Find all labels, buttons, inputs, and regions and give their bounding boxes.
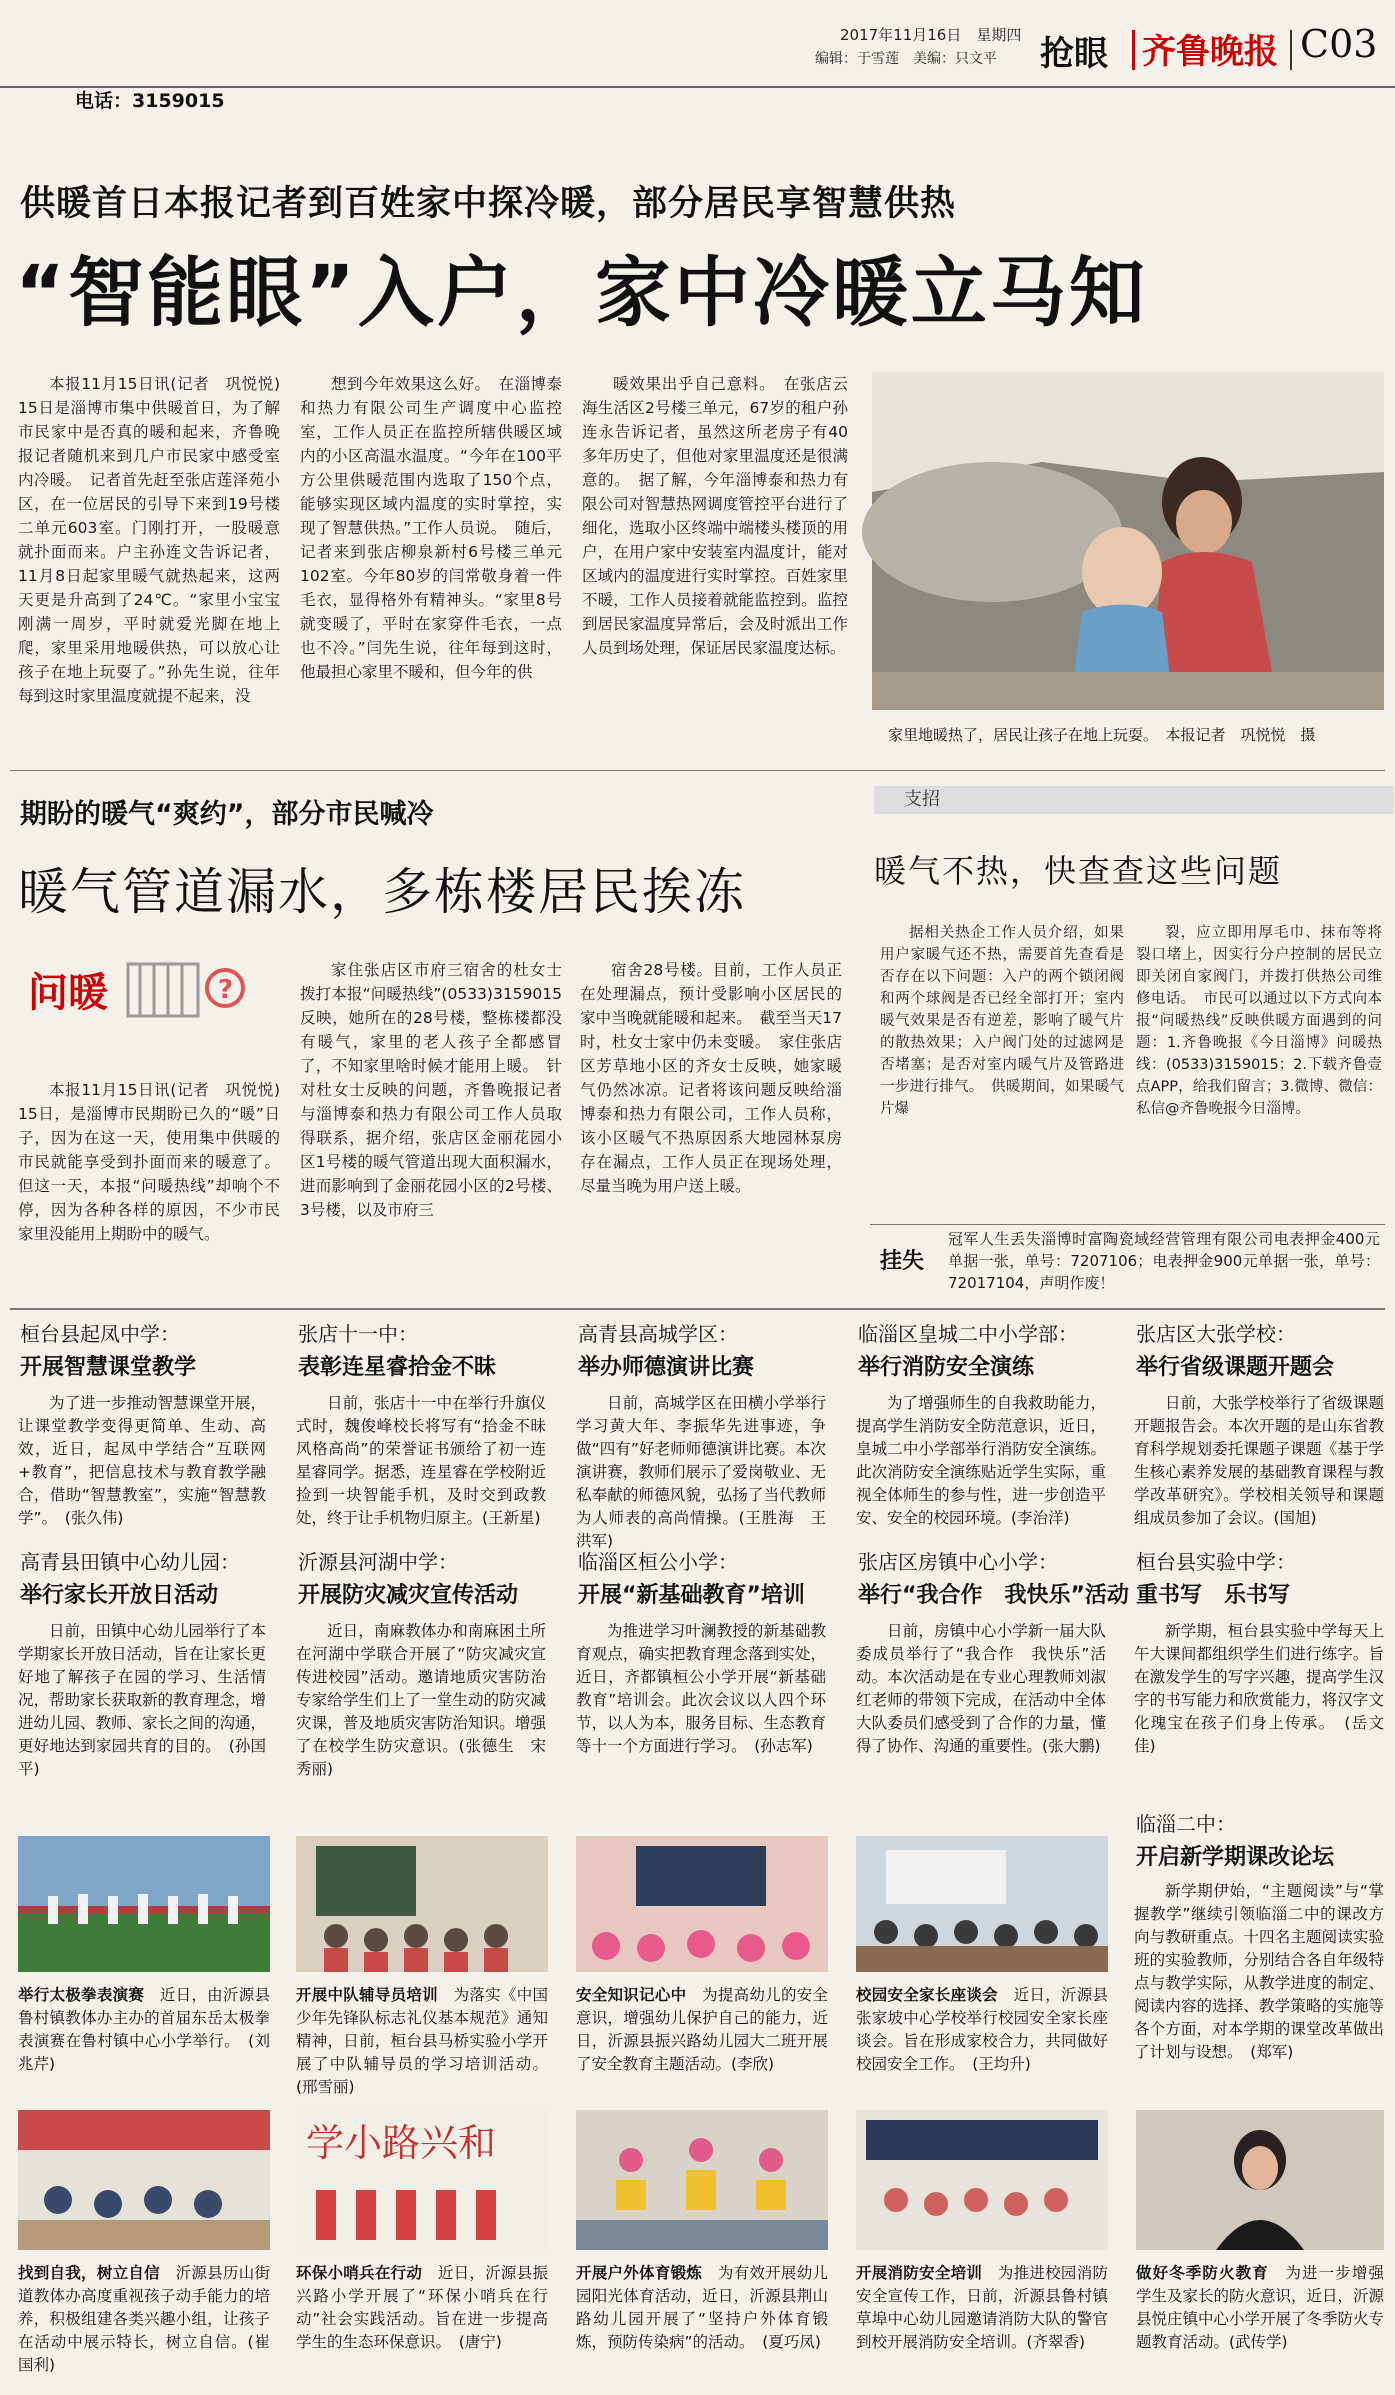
brief-body (1134, 1880, 1384, 2102)
brief-district: 张店区大张学校： (1136, 1322, 1296, 1346)
brief-title: 举行省级课题开题会 (1136, 1355, 1335, 1380)
story2-text: 宿舍28号楼。目前，工作人员正在处理漏点，预计受影响小区居民的家中当晚就能暖和起来。 截至当天17时，杜女士家中仍未变暖。 家住张店区芳草地小区的齐女士反映，她家暖气仍然冰凉。记者将该问题反映给淄博泰和热力有限公司，工作人员称，该小区暖气不热原因系大地园林泵房存在漏点，工作人员正在现场处理，尽量当晚为用户送上暖。 (580, 961, 842, 1195)
photo-caption-title: 找到自我，树立自信 (18, 2264, 160, 2282)
notice-divider (870, 1224, 1385, 1225)
masthead-divider (1132, 30, 1135, 70)
photo-caption (18, 1984, 270, 2094)
brief-title: 开展“新基础教育”培训 (578, 1583, 805, 1608)
brief-text: 为了增强师生的自我救助能力，提高学生消防安全防范意识，近日，皇城二中小学部举行消防安全演练。此次消防安全演练贴近学生实际，重视全体师生的参与性，进一步创造平安、安全的校园环境。(李治洋) (856, 1394, 1106, 1527)
brief-text: 新学期，桓台县实验中学每天上午大课间都组织学生们进行练字。旨在激发学生的写字兴趣，提高学生汉字的书写能力和欣赏能力，将汉字文化瑰宝在孩子们身上传承。 (岳文佳) (1134, 1622, 1384, 1755)
brief-title: 举行家长开放日活动 (20, 1583, 219, 1608)
brief-body (296, 1620, 546, 1838)
newspaper-logo: 齐鲁晚报 (1142, 32, 1278, 72)
photo-caption-text: 为有效开展幼儿园阳光体育活动，近日，沂源县荆山路幼儿园开展了“坚持户外体育锻炼，预防传染病”的活动。 (夏巧凤) (576, 2264, 828, 2351)
photo-caption-title: 环保小哨兵在行动 (296, 2264, 423, 2282)
brief-district: 临淄二中： (1136, 1812, 1236, 1836)
photo-caption-text: 为落实《中国少年先锋队标志礼仪基本规范》通知精神，日前，桓台县马桥实验小学开展了中队辅导员的学习培训活动。(邢雪丽) (296, 1986, 548, 2096)
brief-district: 桓台县起凤中学： (20, 1322, 180, 1346)
photo-caption (856, 1984, 1108, 2094)
photo-caption-title: 开展消防安全培训 (856, 2264, 983, 2282)
brief-district: 高青县高城学区： (578, 1322, 738, 1346)
brief-body (18, 1620, 266, 1838)
brief-district: 沂源县河湖中学： (298, 1550, 458, 1574)
story2-column-2 (300, 958, 562, 1298)
story1-photo (872, 372, 1384, 710)
story1-column-1 (18, 372, 296, 752)
sidebar-text: 据相关热企工作人员介绍，如果用户家暖气还不热，需要首先查看是否存在以下问题：入户的两个锁闭阀和两个球阀是否已经全部打开；室内暖气效果是否有逆差，影响了暖气片的散热效果；入户阀门处的过滤网是否堵塞；是否对室内暖气片及管路进一步进行排气。 供暖期间，如果暖气片爆 (880, 925, 1124, 1117)
photo-caption (296, 1984, 548, 2094)
brief-body (576, 1620, 826, 1838)
photo-caption (18, 2262, 270, 2386)
photo-caption-title: 举行太极拳表演赛 (18, 1986, 145, 2004)
brief-photo (18, 2110, 270, 2250)
photo-caption (576, 1984, 828, 2094)
brief-text: 为了进一步推动智慧课堂开展，让课堂教学变得更简单、生动、高效，近日，起凤中学结合“互联网+教育”，把信息技术与教育教学融合，借助“智慧教室”，实施“智慧教学”。 (张久伟) (18, 1394, 267, 1527)
brief-title: 开展防灾减灾宣传活动 (298, 1583, 519, 1608)
brief-district: 桓台县实验中学： (1136, 1550, 1296, 1574)
hotline-phone: 电话：3159015 (75, 90, 225, 112)
photo-caption-title: 做好冬季防火教育 (1136, 2264, 1269, 2282)
brief-body (856, 1620, 1106, 1838)
story1-photo-caption: 家里地暖热了，居民让孩子在地上玩耍。 本报记者 巩悦悦 摄 (888, 726, 1316, 744)
photo-caption-text: 近日，由沂源县鲁村镇教体办主办的首届东岳太极拳表演赛在鲁村镇中心小学举行。 (刘兆芹) (18, 1986, 270, 2073)
story2-column-1 (18, 1078, 296, 1298)
story1-subheadline: 供暖首日本报记者到百姓家中探冷暖，部分居民享智慧供热 (20, 184, 957, 224)
section-divider (10, 770, 1385, 771)
notice-text: 冠军人生丢失淄博时富陶瓷域经营管理有限公司电表押金400元单据一张，单号：7207106；电表押金900元单据一张，单号：72017104，声明作废！ (948, 1230, 1380, 1292)
brief-text: 日前，房镇中心小学新一届大队委成员举行了“我合作 我快乐”活动。本次活动是在专业心理教师刘淑红老师的带领下完成，在活动中全体大队委员们感受到了合作的力量，懂得了协作、沟通的重要性。(张大鹏) (856, 1622, 1106, 1755)
photo-caption-text: 近日，沂源县振兴路小学开展了“环保小哨兵在行动”社会实践活动。旨在进一步提高学生的生态环保意识。 (唐宁) (296, 2264, 548, 2351)
brief-body (1134, 1620, 1384, 1800)
section-name: 抢眼 (1040, 34, 1108, 74)
issue-date: 2017年11月16日 星期四 (840, 26, 1022, 44)
briefs-divider (10, 1308, 1385, 1310)
photo-caption-text: 为进一步增强学生及家长的防火意识，近日，沂源县悦庄镇中心小学开展了冬季防火专题教育活动。(武传学) (1136, 2264, 1385, 2351)
svg-text:?: ? (218, 975, 234, 1005)
photo-caption-title: 开展户外体育锻炼 (576, 2264, 703, 2282)
notice-label: 挂失 (880, 1249, 925, 1274)
editors-line: 编辑：于雪莲 美编：只文平 (815, 51, 997, 67)
brief-title: 举行“我合作 我快乐”活动 (858, 1583, 1129, 1608)
photo-caption (1136, 2262, 1384, 2386)
hotline-logo (20, 954, 252, 1068)
brief-text: 日前，高城学区在田横小学举行学习黄大年、李振华先进事迹，争做“四有”好老师师德演讲比赛。本次演讲赛，教师们展示了爱岗敬业、无私奉献的师德风貌，弘扬了当代教师为人师表的高尚情操。(王胜海 王洪军) (576, 1394, 826, 1550)
story1-text: 想到今年效果这么好。 在淄博泰和热力有限公司生产调度中心监控室，工作人员正在监控所辖供暖区域内的小区高温水温度。“今年在100平方公里供暖范围内选取了150个点，能够实现区域内温度的实时掌控，实现了智慧供热。”工作人员说。 随后，记者来到张店柳泉新村6号楼三单元102室。今年80岁的闫常敬身着一件毛衣，显得格外有精神头。“家里8号就变暖了，平时在家穿件毛衣，一点也不冷。”闫先生说，往年每到这时，他最担心家里不暖和，但今年的供 (300, 375, 562, 681)
brief-body (576, 1392, 826, 1550)
page-number: C03 (1300, 22, 1378, 66)
brief-district: 高青县田镇中心幼儿园： (20, 1550, 240, 1574)
photo-caption (576, 2262, 828, 2386)
brief-text: 新学期伊始，“主题阅读”与“掌握教学”继续引领临淄二中的课改方向与教研重点。十四名主题阅读实验班的实验教师，分别结合各自年级特点与教学实际，从教学进度的制定、阅读内容的选择、教学策略的实施等各个方面，对本学期的课堂改革做出了计划与设想。 (郑军) (1134, 1882, 1384, 2061)
brief-text: 近日，南麻教体办和南麻困土所在河湖中学联合开展了“防灾减灾宣传进校园”活动。邀请地质灾害防治专家给学生们上了一堂生动的防灾减灾课，普及地质灾害防治知识。增强了在校学生防灾意识。(张德生 宋秀丽) (296, 1622, 546, 1778)
tips-tab: 支招 (874, 786, 1394, 814)
brief-photo (296, 2110, 548, 2250)
photo-caption-text: 沂源县历山街道教体办高度重视孩子动手能力的培养，积极组建各类兴趣小组，让孩子在活动中展示特长，树立自信。(崔国利) (18, 2264, 270, 2374)
brief-district: 临淄区皇城二中小学部： (858, 1322, 1078, 1346)
masthead (0, 0, 1395, 100)
brief-title: 重书写 乐书写 (1136, 1583, 1291, 1608)
story1-column-2 (300, 372, 562, 752)
brief-body (296, 1392, 546, 1538)
brief-district: 临淄区桓公小学： (578, 1550, 738, 1574)
brief-text: 为推进学习叶澜教授的新基础教育观点，确实把教育理念落到实处，近日，齐都镇桓公小学开展“新基础教育”培训会。此次会议以人四个环节，以人为本，服务目标、生态教育等十一个方面进行学习。 (孙志军) (576, 1622, 826, 1755)
photo-caption-text: 近日，沂源县张家坡中心学校举行校园安全家长座谈会。旨在形成家校合力，共同做好校园安全工作。 (王均升) (856, 1986, 1108, 2073)
brief-photo (18, 1836, 270, 1972)
sidebar-headline: 暖气不热，快查查这些问题 (874, 852, 1283, 890)
brief-title: 开启新学期课改论坛 (1136, 1845, 1335, 1870)
story2-text: 本报11月15日讯(记者 巩悦悦) 15日，是淄博市民期盼已久的“暖”日子，因为在这一天，使用集中供暖的市民就能享受到扑面而来的暖意了。但这一天，本报“问暖热线”却响个不停，因为各种各样的原因，不少市民家里没能用上期盼中的暖气。 (18, 1081, 296, 1243)
masthead-divider (1290, 30, 1292, 70)
photo-caption (856, 2262, 1108, 2386)
brief-district: 张店十一中： (298, 1322, 418, 1346)
story1-text: 暖效果出乎自己意料。 在张店云海生活区2号楼三单元，67岁的租户孙连永告诉记者，虽然这所老房子有40多年历史了，但他对家里温度还是很满意的。 据了解，今年淄博泰和热力有限公司对智慧热网调度管控平台进行了细化，选取小区终端中端楼头楼顶的用户，在用户家中安装室内温度计，能对区域内的温度进行实时掌控。百姓家里不暖，工作人员接着就能监控到。监控到居民家温度异常后，会及时派出工作人员到场处理，保证居民家温度达标。 (582, 375, 848, 657)
brief-photo (576, 1836, 828, 1972)
brief-photo (856, 2110, 1108, 2250)
story1-text: 本报11月15日讯(记者 巩悦悦) 15日是淄博市集中供暖首日，为了解市民家中是否真的暖和起来，齐鲁晚报记者随机来到几户市民家中感受室内冷暖。 记者首先赶至张店莲泽苑小区，在一位居民的引导下来到19号楼二单元603室。门刚打开，一股暖意就扑面而来。户主孙连文告诉记者，11月8日起家里暖气就热起来，这两天更是升高到了24℃。“家里小宝宝刚满一周岁，平时就爱光脚在地上爬，家里采用地暖供热，可以放心让孩子在地上玩耍了。”孙先生说，往年每到这时家里温度就提不起来，没 (18, 375, 296, 705)
brief-text: 日前，田镇中心幼儿园举行了本学期家长开放日活动，旨在让家长更好地了解孩子在园的学习、生活情况，帮助家长获取新的教育理念，增进幼儿园、教师、家长之间的沟通，更好地达到家园共育的目的。 (孙国平) (18, 1622, 267, 1778)
brief-title: 举办师德演讲比赛 (578, 1355, 755, 1380)
brief-photo (576, 2110, 828, 2250)
photo-caption (296, 2262, 548, 2386)
sidebar-column-1 (880, 922, 1124, 1212)
brief-body (18, 1392, 266, 1538)
brief-photo (856, 1836, 1108, 1972)
photo-caption-text: 为提高幼儿的安全意识，增强幼儿保护自己的能力，近日，沂源县振兴路幼儿园大二班开展了安全教育主题活动。(李欣) (576, 1986, 828, 2073)
photo-caption-title: 开展中队辅导员培训 (296, 1986, 438, 2004)
photo-caption-title: 安全知识记心中 (576, 1986, 687, 2004)
story2-subheadline: 期盼的暖气“爽约”，部分市民喊冷 (20, 799, 434, 830)
story2-text: 家住张店区市府三宿舍的杜女士拨打本报“问暖热线”(0533)3159015反映，她所在的28号楼，整栋楼都没有暖气，家里的老人孩子全都感冒了，不知家里啥时候才能用上暖。 针对杜女士反映的问题，齐鲁晚报记者与淄博泰和热力有限公司工作人员取得联系，据介绍，张店区金丽花园小区1号楼的暖气管道出现大面积漏水，进而影响到了金丽花园小区的2号楼、3号楼，以及市府三 (300, 961, 562, 1219)
sidebar-text: 裂，应立即用厚毛巾、抹布等将裂口堵上，因实行分户控制的居民立即关闭自家阀门，并拨打供热公司维修电话。 市民可以通过以下方式向本报“问暖热线”反映供暖方面遇到的问题：1.齐鲁晚报《今日淄博》问暖热线：(0533)3159015；2.下载齐鲁壹点APP，给我们留言；3.微博、微信：私信@齐鲁晚报今日淄博。 (1136, 925, 1382, 1117)
brief-body (856, 1392, 1106, 1538)
brief-title: 举行消防安全演练 (858, 1355, 1035, 1380)
story1-headline: “智能眼”入户，家中冷暖立马知 (15, 248, 1148, 337)
svg-text:学小路兴和: 学小路兴和 (306, 2121, 497, 2165)
brief-photo (296, 1836, 548, 1972)
story1-column-3 (582, 372, 848, 752)
brief-text: 日前，大张学校举行了省级课题开题报告会。本次开题的是山东省教育科学规划委托课题子课题《基于学生核心素养发展的基础教育课程与教学改革研究》。学校相关领导和课题组成员参加了会议。(国旭) (1134, 1394, 1384, 1527)
brief-title: 开展智慧课堂教学 (20, 1355, 197, 1380)
sidebar-column-2 (1136, 922, 1382, 1212)
brief-district: 张店区房镇中心小学： (858, 1550, 1058, 1574)
brief-body (1134, 1392, 1384, 1538)
brief-photo (1136, 2110, 1384, 2250)
story2-column-3 (580, 958, 842, 1298)
story2-headline: 暖气管道漏水，多栋楼居民挨冻 (18, 863, 746, 921)
photo-caption-title: 校园安全家长座谈会 (856, 1986, 998, 2004)
hotline-logo-text: 问暖 (28, 969, 108, 1016)
photo-caption-text: 为推进校园消防安全宣传工作，日前，沂源县鲁村镇草埠中心幼儿园邀请消防大队的警官到校开展消防安全培训。(齐翠香) (856, 2264, 1108, 2351)
brief-text: 日前，张店十一中在举行升旗仪式时，魏俊峰校长将写有“拾金不昧风格高尚”的荣誉证书颁给了初一连星睿同学。据悉，连星睿在学校附近捡到一块智能手机，及时交到政教处，终于让手机物归原主。(王新星) (296, 1394, 546, 1527)
brief-title: 表彰连星睿拾金不昧 (298, 1355, 497, 1380)
